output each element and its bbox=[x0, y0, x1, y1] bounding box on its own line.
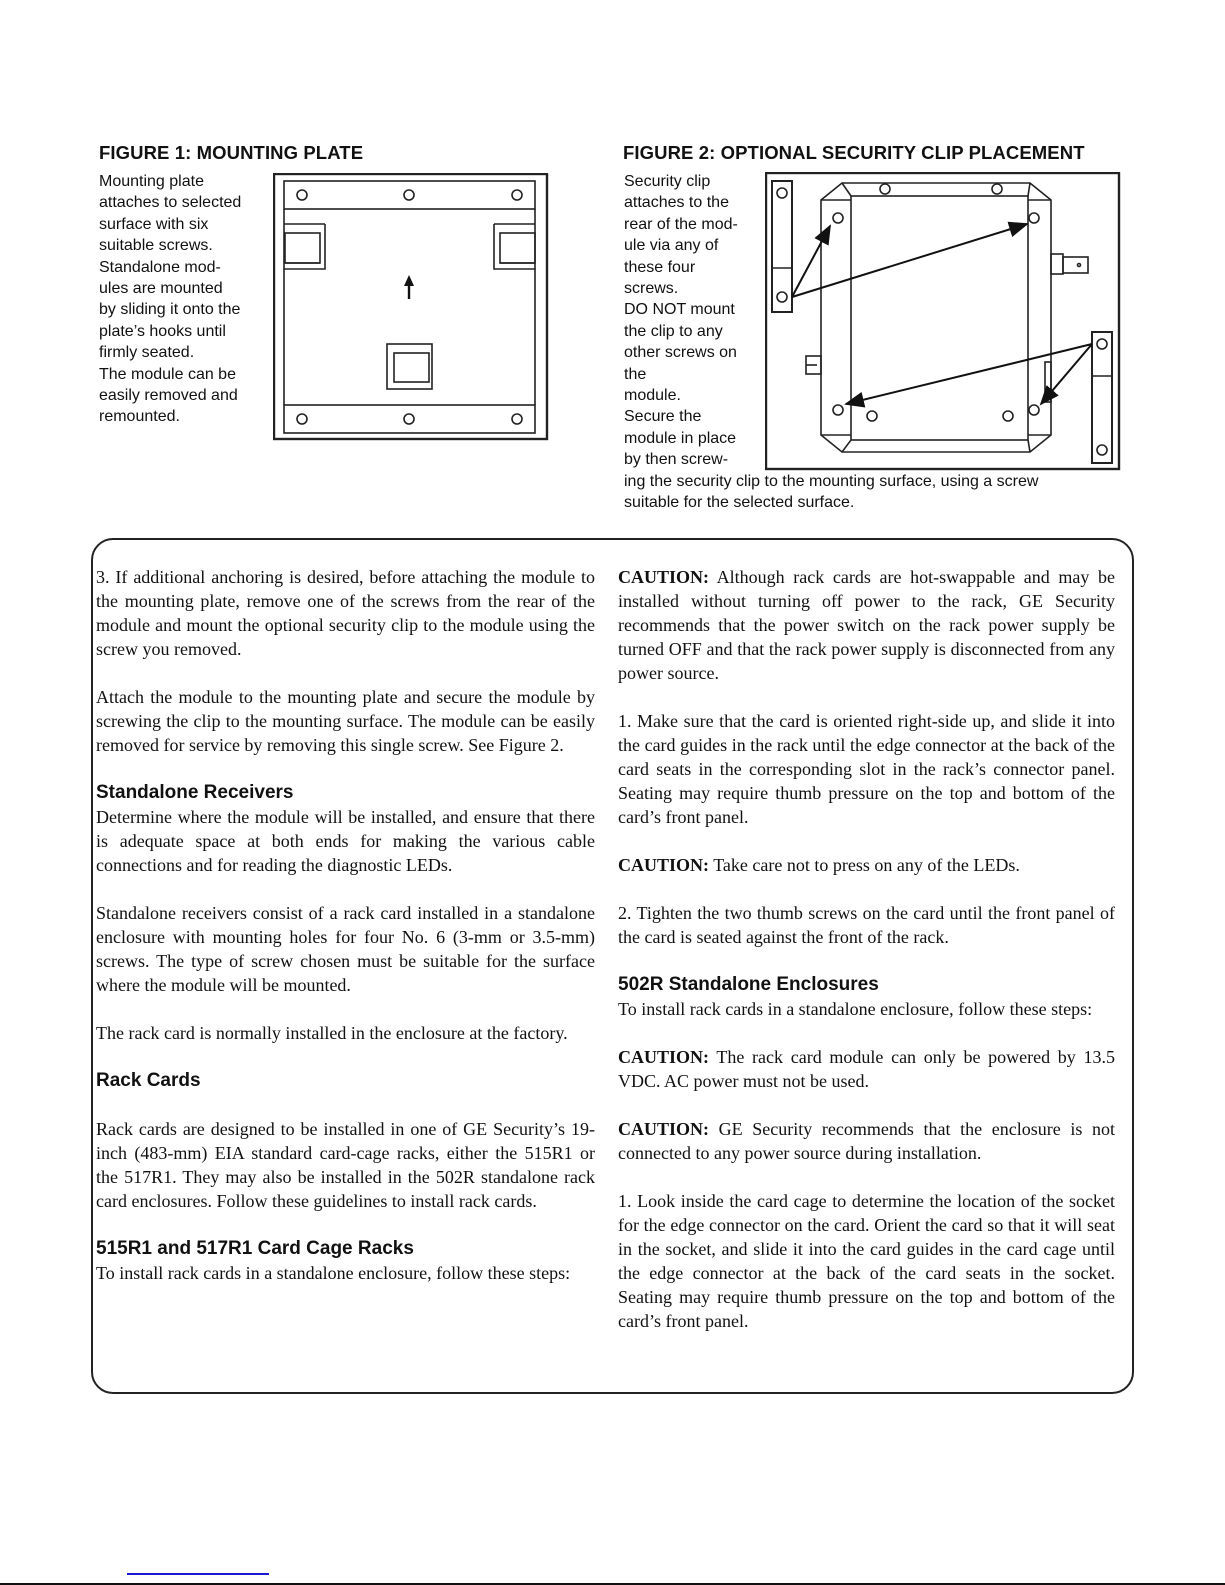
right-column bbox=[618, 565, 1115, 1357]
caution-label: CAUTION: bbox=[618, 855, 710, 875]
hyperlink-underline[interactable] bbox=[127, 1573, 269, 1575]
caption-line: suitable for the selected surface. bbox=[624, 494, 855, 512]
caption-line: by then screw- bbox=[624, 451, 729, 469]
caption-line: the bbox=[624, 365, 647, 383]
figure2-title: FIGURE 2: OPTIONAL SECURITY CLIP PLACEMENT bbox=[623, 142, 1085, 163]
caption-line: by sliding it onto the bbox=[99, 301, 241, 319]
step-2-rack: 2. Tighten the two thumb screws on the card until the front panel of the card is seated against the front of the rack. bbox=[618, 903, 1115, 947]
caption-line: ule via any of bbox=[624, 237, 719, 255]
caution-13-5-vdc: CAUTION: The rack card module can only be powered by 13.5 VDC. AC power must not be used. bbox=[618, 1047, 1115, 1091]
caption-line: remounted. bbox=[99, 408, 180, 426]
standalone-receivers-paragraph: Standalone receivers consist of a rack card installed in a standalone enclosure with mounting holes for four No. 6 (3-mm or 3.5-mm) screws. The type of screw chosen must be suitable for the surface where the module will be mounted. bbox=[96, 903, 595, 995]
caption-line: screws. bbox=[624, 280, 679, 298]
caption-line: attaches to selected bbox=[99, 194, 242, 212]
caution-label: CAUTION: bbox=[618, 567, 710, 587]
caption-line: DO NOT mount bbox=[624, 301, 735, 319]
caption-line: Standalone mod- bbox=[99, 258, 221, 276]
rack-cards-paragraph: Rack cards are designed to be installed in one of GE Security’s 19-inch (483-mm) EIA standard card-cage racks, either the 515R1 or the 517R1. They may also be installed in the 502R standalone rack card enclosures. Follow these guidelines to install rack cards. bbox=[96, 1119, 595, 1211]
security-clip-diagram bbox=[765, 172, 1121, 472]
caption-line: plate’s hooks until bbox=[99, 322, 226, 340]
heading-502r-enclosures: 502R Standalone Enclosures bbox=[618, 974, 879, 995]
caption-line: Security clip bbox=[624, 173, 711, 190]
enclosure-steps-paragraph: To install rack cards in a standalone enclosure, follow these steps: bbox=[618, 999, 1093, 1019]
caption-line: ules are mounted bbox=[99, 280, 223, 298]
determine-location-paragraph: Determine where the module will be installed, and ensure that there is adequate space at both ends for making the various cable connections and for reading the diagnostic LEDs. bbox=[96, 807, 595, 875]
caution-label: CAUTION: bbox=[618, 1047, 710, 1067]
left-column bbox=[96, 565, 595, 1309]
figure1-title: FIGURE 1: MOUNTING PLATE bbox=[99, 142, 364, 163]
caption-line: Secure the bbox=[624, 408, 702, 426]
card-cage-steps-paragraph: To install rack cards in a standalone enclosure, follow these steps: bbox=[96, 1263, 571, 1283]
right-connector bbox=[1051, 254, 1063, 274]
caption-line: The module can be bbox=[99, 365, 236, 383]
step-1-enclosure: 1. Look inside the card cage to determine the location of the socket for the edge connector on the card. Orient the card so that it will seat in the socket, and slide it into the card guides in the card cage until the edge connector at the back of the card seats in the socket. Seating may require thumb pressure on the top and bottom of the card’s front panel. bbox=[618, 1191, 1115, 1331]
caution-hot-swap: CAUTION: Although rack cards are hot-swappable and may be installed without turning off power to the rack, GE Security recommends that the power switch on the rack power supply be turned OFF and that the rack power supply is disconnected from any power source. bbox=[618, 567, 1115, 683]
caption-line: module in place bbox=[624, 429, 737, 447]
caption-line: surface with six bbox=[99, 215, 209, 233]
caption-line: other screws on bbox=[624, 344, 737, 362]
caption-line: ing the security clip to the mounting surface, using a screw bbox=[624, 472, 1039, 490]
arrow-icon bbox=[792, 224, 1027, 297]
figure1-caption bbox=[99, 171, 241, 428]
arrow-icon bbox=[1041, 344, 1092, 404]
caption-line: Mounting plate bbox=[99, 173, 204, 190]
arrow-icon bbox=[846, 344, 1092, 404]
caption-line: these four bbox=[624, 258, 696, 276]
caption-line: firmly seated. bbox=[99, 344, 195, 362]
heading-standalone-receivers: Standalone Receivers bbox=[96, 782, 294, 803]
step-3-paragraph: 3. If additional anchoring is desired, before attaching the module to the mounting plate, remove one of the screws from the rear of the module and mount the optional security clip to the module using the screw you removed. bbox=[96, 567, 595, 659]
caution-label: CAUTION: bbox=[618, 1119, 710, 1139]
right-security-clip bbox=[1092, 332, 1112, 463]
caution-leds: CAUTION: Take care not to press on any of the LEDs. bbox=[618, 855, 1020, 875]
top-screw-bar bbox=[284, 181, 535, 209]
caption-line: the clip to any bbox=[624, 322, 723, 340]
module-body bbox=[821, 183, 1051, 452]
heading-card-cage-racks: 515R1 and 517R1 Card Cage Racks bbox=[96, 1238, 414, 1259]
up-arrow-icon bbox=[404, 275, 414, 299]
bottom-screw-bar bbox=[284, 405, 535, 433]
caption-line: module. bbox=[624, 387, 681, 405]
caption-line: attaches to the bbox=[624, 194, 729, 212]
caption-line: easily removed and bbox=[99, 387, 238, 405]
step-1-rack: 1. Make sure that the card is oriented right-side up, and slide it into the card guides in the rack until the edge connector at the back of the card seats in the corresponding slot in the rack’s connector panel. Seating may require thumb pressure on the top and bottom of the card’s front panel. bbox=[618, 711, 1115, 827]
caption-line: suitable screws. bbox=[99, 237, 213, 255]
caution-no-power: CAUTION: GE Security recommends that the enclosure is not connected to any power source during installation. bbox=[618, 1119, 1115, 1163]
mounting-plate-diagram bbox=[273, 173, 549, 441]
caption-line: rear of the mod- bbox=[624, 215, 738, 233]
attach-module-paragraph: Attach the module to the mounting plate and secure the module by screwing the clip to the mounting surface. The module can be easily removed for service by removing this single screw. See Figure 2. bbox=[96, 687, 595, 755]
factory-install-paragraph: The rack card is normally installed in the enclosure at the factory. bbox=[96, 1023, 568, 1043]
heading-rack-cards: Rack Cards bbox=[96, 1070, 201, 1091]
